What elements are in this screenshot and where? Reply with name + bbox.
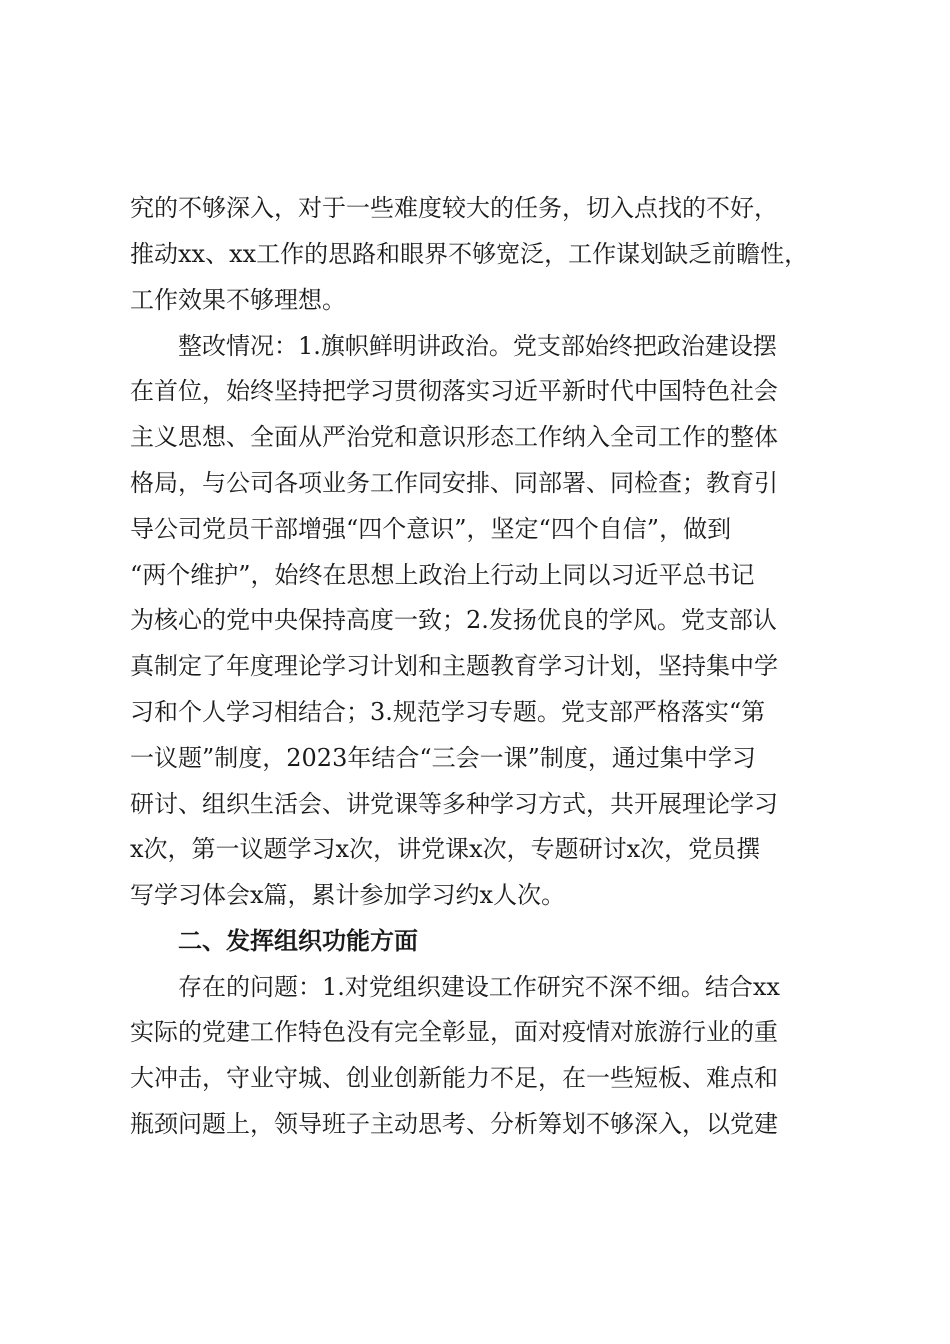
paragraph-first-line: 整改情况：1.旗帜鲜明讲政治。党支部始终把政治建设摆 <box>178 332 777 360</box>
paragraph-line: 导公司党员干部增强“四个意识”，坚定“四个自信”，做到 <box>130 515 732 543</box>
paragraph-line: 主义思想、全面从严治党和意识形态工作纳入全司工作的整体 <box>130 423 778 451</box>
paragraph-line: “两个维护”，始终在思想上政治上行动上同以习近平总书记 <box>130 561 755 589</box>
paragraph-line: 大冲击，守业守城、创业创新能力不足，在一些短板、难点和 <box>130 1064 778 1092</box>
section-heading: 二、发挥组织功能方面 <box>178 927 418 955</box>
paragraph-line: 在首位，始终坚持把学习贯彻落实习近平新时代中国特色社会 <box>130 377 778 405</box>
paragraph-line: 习和个人学习相结合；3.规范学习专题。党支部严格落实“第 <box>130 698 766 726</box>
paragraph-first-line: 存在的问题：1.对党组织建设工作研究不深不细。结合xx <box>178 973 780 1001</box>
paragraph-line: 一议题”制度，2023年结合“三会一课”制度，通过集中学习 <box>130 744 756 772</box>
paragraph-line: 工作效果不够理想。 <box>130 286 346 314</box>
paragraph-line: 为核心的党中央保持高度一致；2.发扬优良的学风。党支部认 <box>130 606 777 634</box>
paragraph-line: 瓶颈问题上，领导班子主动思考、分析筹划不够深入，以党建 <box>130 1110 778 1138</box>
paragraph-line: 究的不够深入，对于一些难度较大的任务，切入点找的不好， <box>130 194 778 222</box>
paragraph-line: 格局，与公司各项业务工作同安排、同部署、同检查；教育引 <box>130 469 778 497</box>
paragraph-line: 真制定了年度理论学习计划和主题教育学习计划，坚持集中学 <box>130 652 778 680</box>
paragraph-line: 研讨、组织生活会、讲党课等多种学习方式，共开展理论学习 <box>130 790 778 818</box>
paragraph-line: 实际的党建工作特色没有完全彰显，面对疫情对旅游行业的重 <box>130 1018 778 1046</box>
paragraph-line: 写学习体会x篇，累计参加学习约x人次。 <box>130 881 566 909</box>
paragraph-line: x次，第一议题学习x次，讲党课x次，专题研讨x次，党员撰 <box>130 835 761 863</box>
paragraph-line: 推动xx、xx工作的思路和眼界不够宽泛，工作谋划缺乏前瞻性， <box>130 240 809 268</box>
